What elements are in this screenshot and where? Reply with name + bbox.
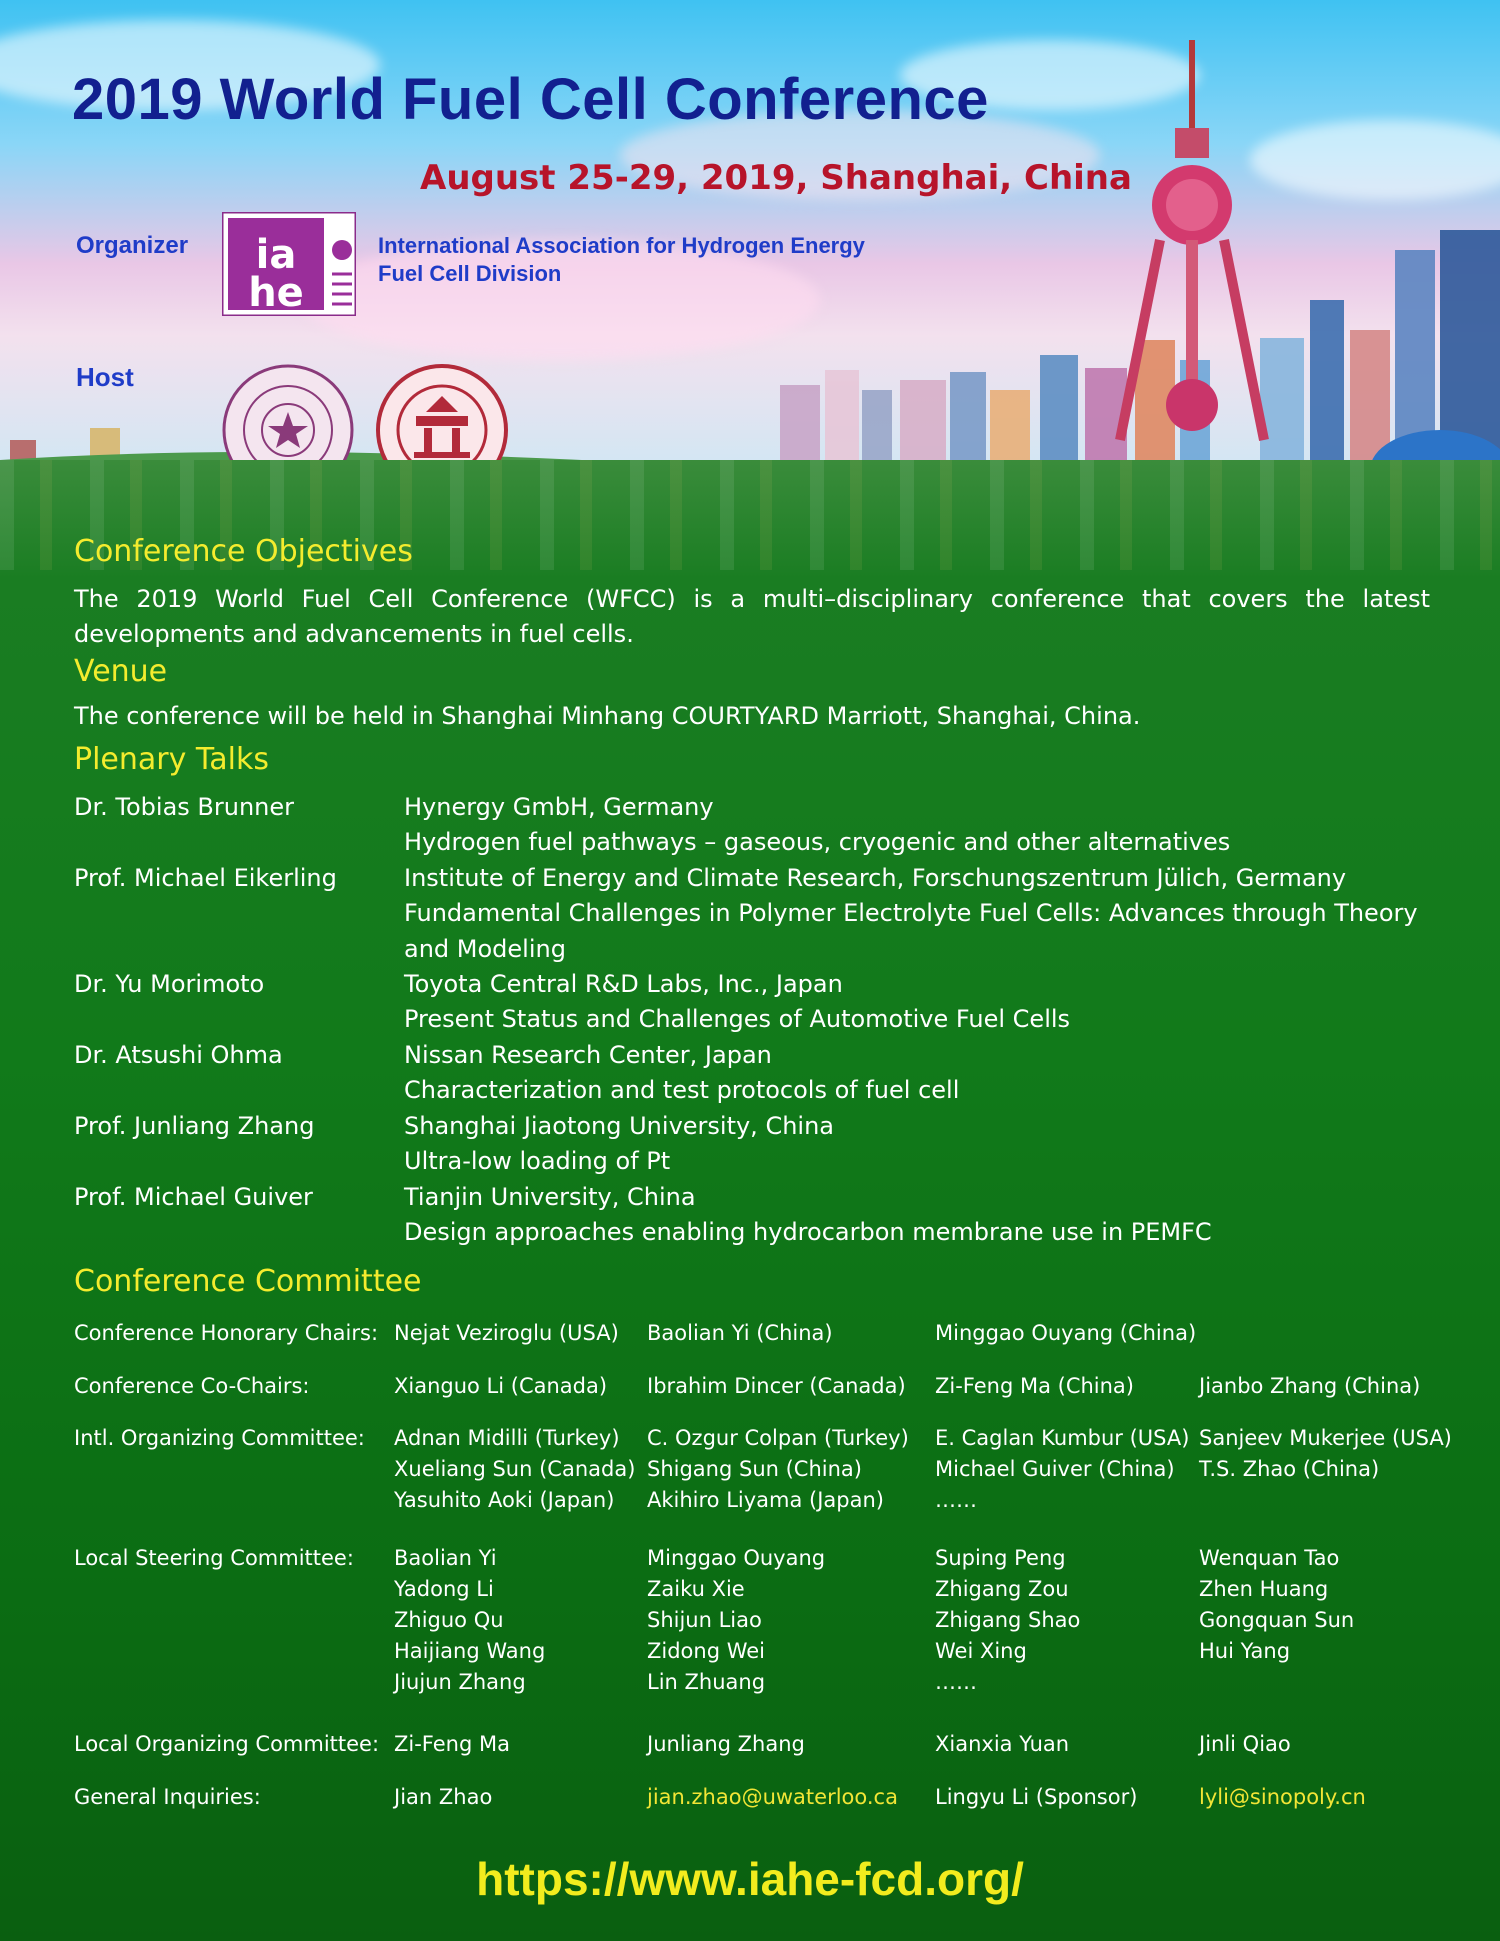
committee-member: Ibrahim Dincer (Canada) xyxy=(647,1374,906,1398)
plenary-heading: Plenary Talks xyxy=(74,742,269,777)
objectives-line2: developments and advancements in fuel cells. xyxy=(74,620,634,648)
talk-title: Fundamental Challenges in Polymer Electrolyte Fuel Cells: Advances through Theory xyxy=(404,899,1418,928)
objectives-line1: The 2019 World Fuel Cell Conference (WFCC) is a multi–disciplinary conference that covers the latest xyxy=(74,585,1430,613)
committee-label: Intl. Organizing Committee: xyxy=(74,1426,365,1450)
committee-member: Zi-Feng Ma xyxy=(394,1732,510,1756)
website-link[interactable]: https://www.iahe-fcd.org/ xyxy=(476,1853,1024,1905)
speaker-name: Dr. Yu Morimoto xyxy=(74,970,265,998)
speaker-affiliation: Shanghai Jiaotong University, China xyxy=(404,1112,834,1140)
talk-info xyxy=(404,861,1500,967)
speaker-affiliation: Toyota Central R&D Labs, Inc., Japan xyxy=(404,970,843,998)
committee-member: Zidong Wei xyxy=(647,1639,766,1663)
talk-title: Design approaches enabling hydrocarbon membrane use in PEMFC xyxy=(404,1218,1212,1247)
talk-info xyxy=(404,1180,1500,1251)
committee-member: Nejat Veziroglu (USA) xyxy=(394,1321,619,1345)
speaker-name: Prof. Junliang Zhang xyxy=(74,1112,315,1140)
committee-member: Adnan Midilli (Turkey) xyxy=(394,1426,620,1450)
committee-member: Xueliang Sun (Canada) xyxy=(394,1457,636,1481)
committee-column xyxy=(647,1543,825,1698)
committee-member: Zhigang Shao xyxy=(935,1608,1081,1632)
committee-member: Jinli Qiao xyxy=(1199,1732,1291,1756)
contact-email-link[interactable]: jian.zhao@uwaterloo.ca xyxy=(647,1785,898,1809)
committee-column xyxy=(935,1423,1189,1516)
talk-title: Characterization and test protocols of fuel cell xyxy=(404,1076,960,1105)
committee-label: Local Organizing Committee: xyxy=(74,1732,380,1756)
date-location: August 25-29, 2019, Shanghai, China xyxy=(420,158,1132,198)
committee-ellipsis: …… xyxy=(935,1670,977,1694)
committee-member: Jiujun Zhang xyxy=(394,1670,526,1694)
committee-column xyxy=(1199,1423,1452,1485)
conference-title: 2019 World Fuel Cell Conference xyxy=(72,67,989,132)
committee-member: Junliang Zhang xyxy=(647,1732,805,1756)
organizer-line2: Fuel Cell Division xyxy=(378,261,562,286)
committee-member: Gongquan Sun xyxy=(1199,1608,1355,1632)
talk-title: Present Status and Challenges of Automotive Fuel Cells xyxy=(404,1005,1071,1034)
speaker-name: Dr. Atsushi Ohma xyxy=(74,1041,283,1069)
committee-member: E. Caglan Kumbur (USA) xyxy=(935,1426,1190,1450)
organizer-line1: International Association for Hydrogen Energy xyxy=(378,233,865,258)
committee-member: Suping Peng xyxy=(935,1546,1066,1570)
talk-title: Hydrogen fuel pathways – gaseous, cryogenic and other alternatives xyxy=(404,828,1231,857)
talk-info xyxy=(404,967,1500,1038)
svg-text:ia: ia xyxy=(255,232,297,278)
committee-column xyxy=(647,1423,909,1516)
committee-member: Xianguo Li (Canada) xyxy=(394,1374,608,1398)
contact-email-link[interactable]: lyli@sinopoly.cn xyxy=(1199,1785,1366,1809)
committee-member: Zi-Feng Ma (China) xyxy=(935,1374,1134,1398)
venue-text: The conference will be held in Shanghai Minhang COURTYARD Marriott, Shanghai, China. xyxy=(74,702,1141,730)
committee-member: Baolian Yi (China) xyxy=(647,1321,833,1345)
committee-column xyxy=(935,1543,1080,1698)
objectives-heading: Conference Objectives xyxy=(74,534,413,569)
committee-member: Zhen Huang xyxy=(1199,1577,1329,1601)
speaker-affiliation: Tianjin University, China xyxy=(404,1183,696,1211)
speaker-affiliation: Institute of Energy and Climate Research, Forschungszentrum Jülich, Germany xyxy=(404,864,1347,892)
organizer-label: Organizer xyxy=(76,232,189,259)
committee-member: Zhiguo Qu xyxy=(394,1608,504,1632)
committee-member: C. Ozgur Colpan (Turkey) xyxy=(647,1426,909,1450)
committee-member: Yasuhito Aoki (Japan) xyxy=(394,1488,615,1512)
talk-info xyxy=(404,1038,1500,1109)
committee-column xyxy=(394,1423,635,1516)
contact-name: Jian Zhao xyxy=(394,1785,493,1809)
committee-column xyxy=(394,1543,545,1698)
venue-heading: Venue xyxy=(74,654,168,689)
committee-member: T.S. Zhao (China) xyxy=(1199,1457,1380,1481)
committee-member: Michael Guiver (China) xyxy=(935,1457,1175,1481)
committee-column xyxy=(1199,1543,1354,1667)
speaker-name: Prof. Michael Eikerling xyxy=(74,864,337,892)
speaker-name: Prof. Michael Guiver xyxy=(74,1183,313,1211)
speaker-affiliation: Nissan Research Center, Japan xyxy=(404,1041,772,1069)
committee-label: General Inquiries: xyxy=(74,1785,261,1809)
committee-label: Local Steering Committee: xyxy=(74,1546,354,1570)
committee-member: Hui Yang xyxy=(1199,1639,1291,1663)
objectives-text xyxy=(74,582,1430,652)
committee-member: Jianbo Zhang (China) xyxy=(1199,1374,1421,1398)
committee-member: Sanjeev Mukerjee (USA) xyxy=(1199,1426,1452,1450)
committee-member: Haijiang Wang xyxy=(394,1639,546,1663)
contact-name: Lingyu Li (Sponsor) xyxy=(935,1785,1138,1809)
committee-member: Zaiku Xie xyxy=(647,1577,745,1601)
committee-member: Akihiro Liyama (Japan) xyxy=(647,1488,884,1512)
committee-member: Yadong Li xyxy=(394,1577,494,1601)
committee-label: Conference Honorary Chairs: xyxy=(74,1321,379,1345)
speaker-name: Dr. Tobias Brunner xyxy=(74,793,295,821)
talk-title: Ultra-low loading of Pt xyxy=(404,1147,671,1176)
committee-member: Wei Xing xyxy=(935,1639,1027,1663)
committee-member: Minggao Ouyang xyxy=(647,1546,826,1570)
committee-member: Minggao Ouyang (China) xyxy=(935,1321,1197,1345)
committee-heading: Conference Committee xyxy=(74,1264,422,1299)
committee-member: Lin Zhuang xyxy=(647,1670,766,1694)
committee-member: Shigang Sun (China) xyxy=(647,1457,862,1481)
committee-member: Zhigang Zou xyxy=(935,1577,1069,1601)
svg-text:he: he xyxy=(248,270,304,316)
host-label: Host xyxy=(76,362,134,392)
talk-info xyxy=(404,790,1500,861)
committee-member: Baolian Yi xyxy=(394,1546,497,1570)
committee-member: Wenquan Tao xyxy=(1199,1546,1340,1570)
speaker-affiliation: Hynergy GmbH, Germany xyxy=(404,793,714,821)
committee-ellipsis: …… xyxy=(935,1488,977,1512)
talk-title-continued: and Modeling xyxy=(404,934,566,963)
talk-info xyxy=(404,1109,1500,1180)
committee-label: Conference Co-Chairs: xyxy=(74,1374,310,1398)
committee-member: Shijun Liao xyxy=(647,1608,762,1632)
committee-member: Xianxia Yuan xyxy=(935,1732,1070,1756)
